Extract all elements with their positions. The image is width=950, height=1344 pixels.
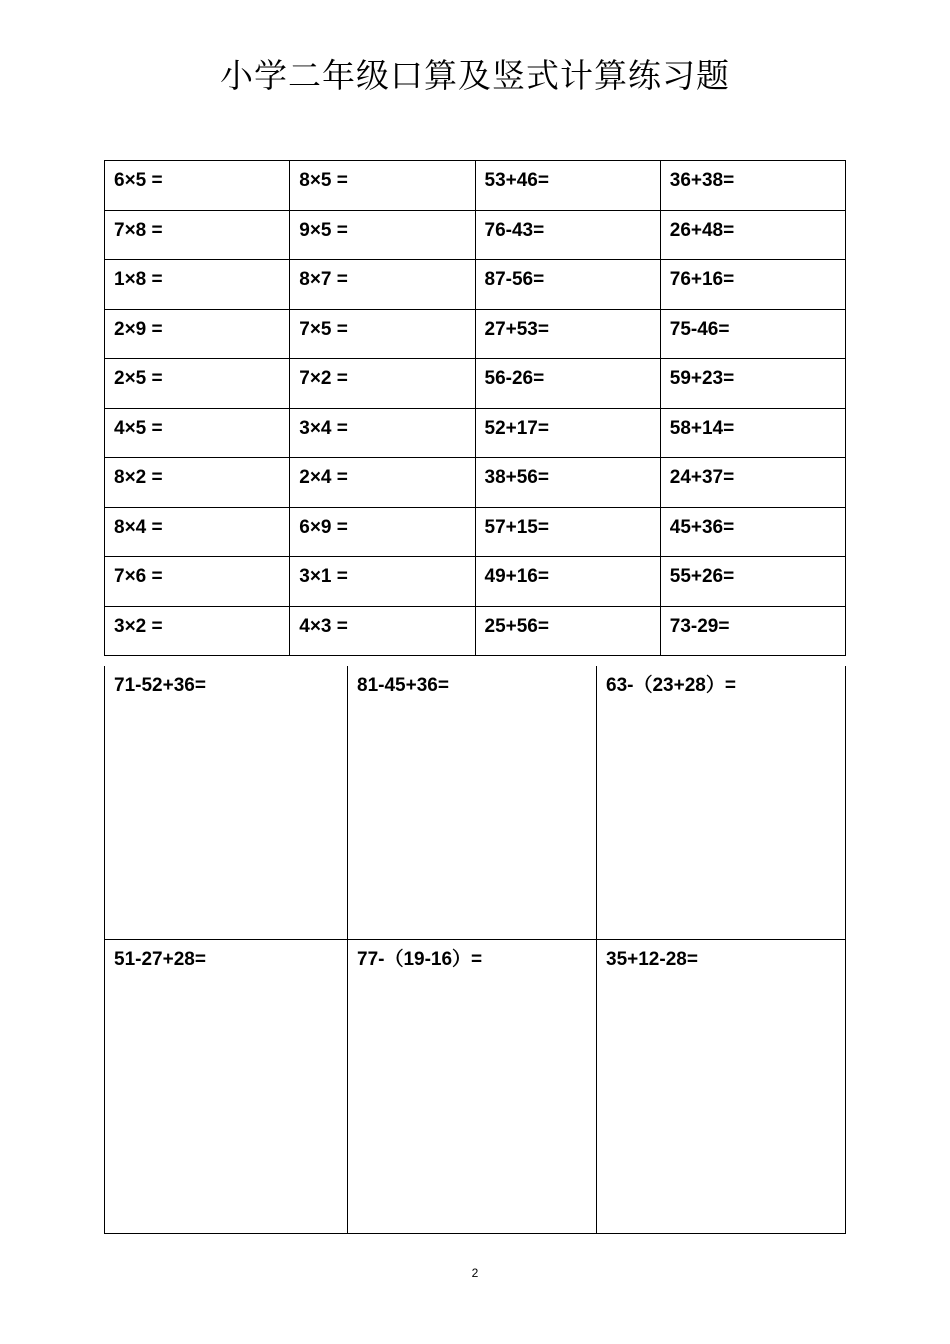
problem-cell: 2×5 = (105, 359, 290, 409)
table-row (105, 557, 846, 607)
problem-cell: 24+37= (660, 458, 845, 508)
vertical-problem-cell: 77-（19-16）= (348, 940, 597, 1233)
table-row (105, 161, 846, 211)
table-row (105, 458, 846, 508)
vertical-problem-cell: 81-45+36= (348, 666, 597, 939)
problem-cell: 76+16= (660, 260, 845, 310)
problem-cell: 57+15= (475, 507, 660, 557)
table-row (105, 606, 846, 656)
table-row (105, 309, 846, 359)
table-row (105, 507, 846, 557)
vertical-row (105, 940, 845, 1233)
table-row (105, 408, 846, 458)
problem-cell: 8×5 = (290, 161, 475, 211)
problem-cell: 3×1 = (290, 557, 475, 607)
vertical-problem-cell: 71-52+36= (105, 666, 348, 939)
problem-cell: 8×7 = (290, 260, 475, 310)
problem-cell: 3×2 = (105, 606, 290, 656)
problem-cell: 45+36= (660, 507, 845, 557)
problem-cell: 7×2 = (290, 359, 475, 409)
problem-cell: 53+46= (475, 161, 660, 211)
problem-cell: 25+56= (475, 606, 660, 656)
vertical-calculation-grid (104, 666, 846, 1234)
problem-cell: 9×5 = (290, 210, 475, 260)
problem-cell: 1×8 = (105, 260, 290, 310)
problem-cell: 36+38= (660, 161, 845, 211)
problem-cell: 59+23= (660, 359, 845, 409)
problem-cell: 4×3 = (290, 606, 475, 656)
problem-cell: 38+56= (475, 458, 660, 508)
problem-cell: 27+53= (475, 309, 660, 359)
problem-cell: 2×9 = (105, 309, 290, 359)
problem-cell: 6×9 = (290, 507, 475, 557)
problem-cell: 75-46= (660, 309, 845, 359)
problem-cell: 87-56= (475, 260, 660, 310)
problem-cell: 55+26= (660, 557, 845, 607)
vertical-row (105, 666, 845, 940)
oral-calculation-table (104, 160, 846, 656)
vertical-problem-cell: 51-27+28= (105, 940, 348, 1233)
problem-cell: 52+17= (475, 408, 660, 458)
table-row (105, 359, 846, 409)
table-row (105, 260, 846, 310)
problem-cell: 3×4 = (290, 408, 475, 458)
problem-cell: 7×6 = (105, 557, 290, 607)
problem-cell: 49+16= (475, 557, 660, 607)
problem-cell: 26+48= (660, 210, 845, 260)
problem-cell: 2×4 = (290, 458, 475, 508)
problem-cell: 76-43= (475, 210, 660, 260)
vertical-problem-cell: 35+12-28= (606, 949, 698, 970)
page-number: 2 (471, 1266, 479, 1280)
table-row (105, 210, 846, 260)
vertical-problem-cell: 63-（23+28）= (606, 675, 736, 696)
problem-cell: 73-29= (660, 606, 845, 656)
page-title: 小学二年级口算及竖式计算练习题 (220, 56, 730, 95)
problem-cell: 8×2 = (105, 458, 290, 508)
problem-cell: 7×8 = (105, 210, 290, 260)
problem-cell: 6×5 = (105, 161, 290, 211)
problem-cell: 8×4 = (105, 507, 290, 557)
problem-cell: 7×5 = (290, 309, 475, 359)
problem-cell: 56-26= (475, 359, 660, 409)
problem-cell: 4×5 = (105, 408, 290, 458)
problem-cell: 58+14= (660, 408, 845, 458)
